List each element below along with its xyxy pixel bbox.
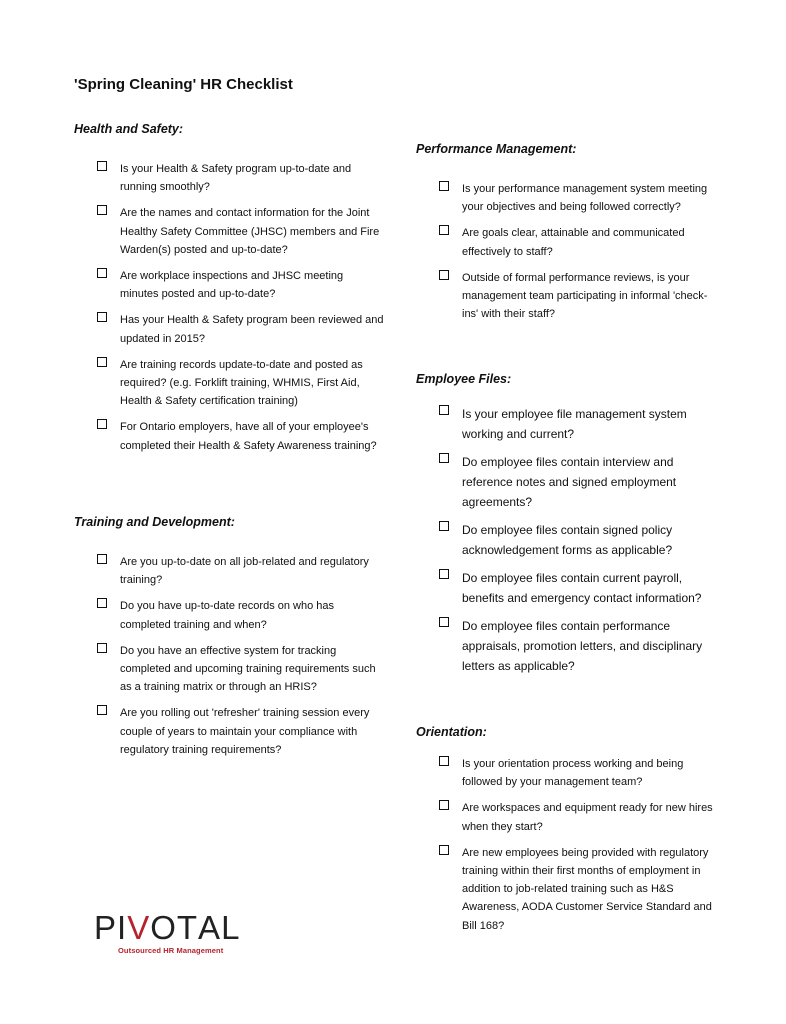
pivotal-logo	[94, 909, 241, 955]
checklist-item	[74, 356, 384, 411]
checklist-item	[74, 418, 384, 454]
checklist-item	[74, 204, 384, 259]
item-text: Are you up-to-date on all job-related and regulatory training?	[120, 556, 369, 587]
checkbox[interactable]	[439, 756, 449, 766]
logo-letter: I	[117, 909, 128, 946]
item-text: Do you have an effective system for tracking completed and upcoming training requirements such as a training matrix or through an HRIS?	[120, 644, 376, 694]
logo-letter: A	[198, 909, 222, 946]
checklist-item	[416, 844, 716, 935]
checkbox[interactable]	[439, 617, 449, 627]
section-heading: Training and Development:	[74, 515, 235, 529]
checklist-item	[74, 704, 384, 759]
item-text: Is your employee file management system working and current?	[462, 407, 687, 441]
section-employee-files	[416, 372, 716, 684]
item-text: Are you rolling out 'refresher' training session every couple of years to maintain your compliance with regulatory training requirements?	[120, 707, 370, 756]
section-performance-management	[416, 142, 716, 331]
checkbox[interactable]	[97, 357, 107, 367]
checkbox[interactable]	[97, 598, 107, 608]
checkbox[interactable]	[439, 521, 449, 531]
checklist-item	[416, 404, 716, 444]
section-heading: Employee Files:	[416, 372, 512, 386]
checklist-item	[74, 311, 384, 347]
section-heading: Health and Safety:	[74, 122, 184, 136]
checkbox[interactable]	[439, 569, 449, 579]
item-text: Is your Health & Safety program up-to-date and running smoothly?	[120, 163, 352, 194]
checklist-item	[416, 616, 716, 676]
section-heading: Performance Management:	[416, 142, 577, 156]
checklist-item	[416, 755, 716, 791]
checkbox[interactable]	[439, 845, 449, 855]
checkbox[interactable]	[439, 800, 449, 810]
checkbox[interactable]	[97, 419, 107, 429]
section-training-development	[74, 515, 384, 767]
checklist-item	[416, 452, 716, 512]
checkbox[interactable]	[97, 643, 107, 653]
logo-wordmark	[94, 909, 241, 946]
item-text: Do employee files contain signed policy acknowledgement forms as applicable?	[462, 523, 673, 557]
checklist	[416, 404, 716, 676]
checkbox[interactable]	[439, 405, 449, 415]
checklist-item	[416, 224, 716, 260]
section-heading: Orientation:	[416, 725, 487, 739]
item-text: Do employee files contain interview and reference notes and signed employment agreements?	[462, 455, 677, 509]
checkbox[interactable]	[97, 205, 107, 215]
item-text: Are workplace inspections and JHSC meeting minutes posted and up-to-date?	[120, 270, 344, 301]
checkbox[interactable]	[439, 453, 449, 463]
checklist-item	[74, 160, 384, 196]
item-text: Are workspaces and equipment ready for new hires when they start?	[462, 802, 713, 833]
logo-letter: L	[221, 909, 241, 946]
item-text: Outside of formal performance reviews, is your management team participating in informal 'check-ins' with their staff?	[462, 271, 708, 321]
section-health-safety	[74, 122, 384, 463]
checklist	[416, 755, 716, 935]
item-text: Are goals clear, attainable and communicated effectively to staff?	[462, 227, 685, 258]
checklist	[74, 553, 384, 759]
checklist-item	[416, 799, 716, 835]
item-text: Has your Health & Safety program been reviewed and updated in 2015?	[120, 314, 384, 345]
logo-letter-accent: V	[127, 909, 151, 946]
item-text: Do employee files contain performance appraisals, promotion letters, and disciplinary letters as applicable?	[462, 619, 703, 673]
logo-letter: O	[150, 909, 177, 946]
checklist-item	[416, 180, 716, 216]
checkbox[interactable]	[439, 181, 449, 191]
item-text: Are new employees being provided with regulatory training within their first months of employment in addition to job-related training such as H&S Awareness, AODA Customer Service Standard and Bill 168?	[462, 846, 712, 932]
item-text: Is your orientation process working and being followed by your management team?	[462, 758, 684, 789]
section-orientation	[416, 725, 716, 943]
checklist-item	[416, 520, 716, 560]
checklist	[416, 180, 716, 323]
checklist-item	[416, 568, 716, 608]
item-text: Are training records update-to-date and posted as required? (e.g. Forklift training, WHMIS, First Aid, Health & Safety certification training)	[120, 358, 363, 408]
item-text: Are the names and contact information for the Joint Healthy Safety Committee (JHSC) members and Fire Warden(s) posted and up-to-date?	[120, 207, 380, 256]
checklist	[74, 160, 384, 455]
item-text: For Ontario employers, have all of your employee's completed their Health & Safety Awareness training?	[120, 421, 377, 452]
checkbox[interactable]	[439, 270, 449, 280]
checklist-item	[74, 642, 384, 697]
logo-letter: P	[94, 909, 118, 946]
checkbox[interactable]	[97, 554, 107, 564]
logo-tagline: Outsourced HR Management	[118, 946, 224, 955]
logo-letter: T	[176, 909, 199, 946]
checkbox[interactable]	[439, 225, 449, 235]
checklist-item	[74, 597, 384, 633]
checklist-item	[416, 269, 716, 324]
checklist-item	[74, 553, 384, 589]
item-text: Do you have up-to-date records on who has completed training and when?	[120, 600, 335, 631]
item-text: Is your performance management system meeting your objectives and being followed correctly?	[462, 183, 708, 214]
checkbox[interactable]	[97, 268, 107, 278]
item-text: Do employee files contain current payroll, benefits and emergency contact information?	[462, 571, 702, 605]
checkbox[interactable]	[97, 705, 107, 715]
checklist-item	[74, 267, 384, 303]
checkbox[interactable]	[97, 161, 107, 171]
page-title: 'Spring Cleaning' HR Checklist	[74, 76, 293, 93]
checkbox[interactable]	[97, 312, 107, 322]
